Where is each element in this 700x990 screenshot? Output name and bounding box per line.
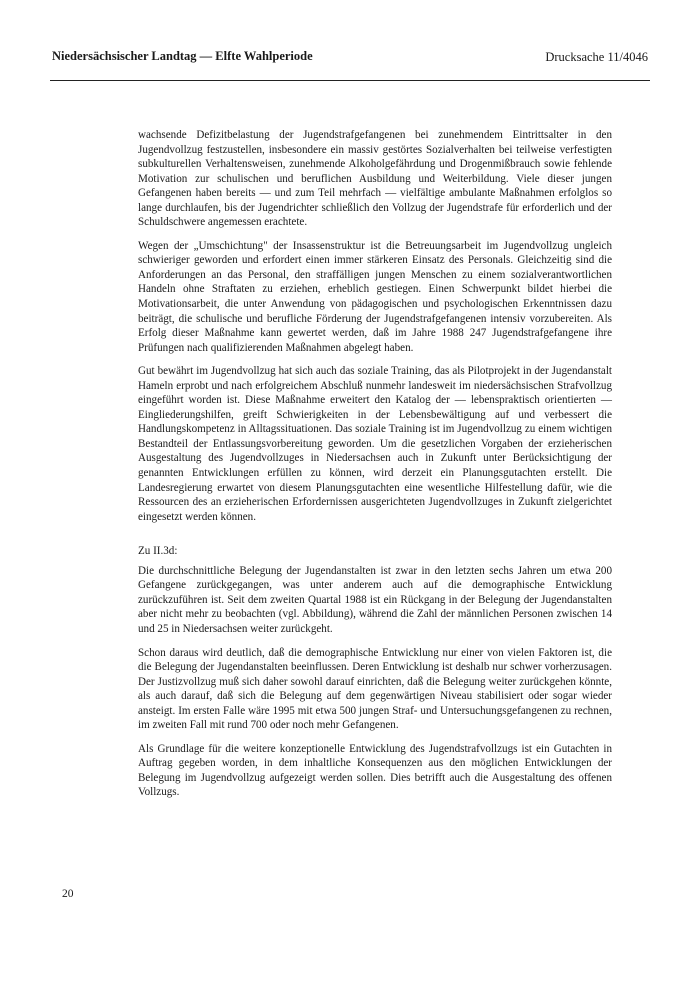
page-number: 20 (62, 888, 74, 900)
paragraph: Die durchschnittliche Belegung der Jugendanstalten ist zwar in den letzten sechs Jahren um etwa 200 Gefangene zurückgegangen, was unter anderem auch auf die demographische Entwicklung zurückzuführen ist. Seit dem zweiten Quartal 1988 ist ein Rückgang in der Belegung der Jugendanstalten aber nicht mehr zu beobachten (vgl. Abbildung), während die Zahl der männlichen Personen zwischen 14 und 25 in Niedersachsen weiter zurückgeht. (138, 564, 612, 635)
document-body (138, 128, 612, 809)
paragraph: wachsende Defizitbelastung der Jugendstrafgefangenen bei zunehmendem Eintrittsalter in den Jugendvollzug festzustellen, insbesondere ein massiv gestörtes Sozialverhalten bei teilweise verfestigten subkulturellen Verhaltensweisen, zunehmende Alkoholgefährdung und Drogenmißbrauch sowie fehlende Motivation zur schulischen und beruflichen Ausbildung und Weiterbildung. Viele dieser jungen Gefangenen haben bereits — und zum Teil mehrfach — vielfältige ambulante Maßnahmen erfolglos so lange durchlaufen, bis der Jugendrichter schließlich den Vollzug der Jugendstrafe für erforderlich und der Schuldschwere angemessen erachtete. (138, 129, 612, 229)
running-header-title: Niedersächsischer Landtag — Elfte Wahlperiode (52, 49, 313, 63)
paragraph: Wegen der „Umschichtung" der Insassenstruktur ist die Betreuungsarbeit im Jugendvollzug ungleich schwieriger geworden und erfordert einen immer stärkeren Einsatz des Personals. Gleichzeitig sind die Anforderungen an das Personal, den straffälligen jungen Menschen zu einem sozialverantwortlichen Handeln ohne Straftaten zu erziehen, erheblich gestiegen. Einen Schwerpunkt bildet hierbei die Motivationsarbeit, die unter Anwendung von pädagogischen und psychologischen Erkenntnissen dazu beiträgt, die schulische und berufliche Förderung der Jugendstrafgefangenen intensiv vorzubereiten. Als Erfolg dieser Maßnahme kann gewertet werden, daß im Jahre 1988 247 Jugendstrafgefangene ihre Prüfungen nach qualifizierenden Maßnahmen abgelegt haben. (138, 239, 612, 354)
header-rule (50, 80, 650, 81)
paragraph: Als Grundlage für die weitere konzeptionelle Entwicklung des Jugendstrafvollzugs ist ein Gutachten in Auftrag gegeben worden, in dem inhaltliche Konsequenzen aus den möglichen Entwicklungen der Belegung im Jugendvollzug aufgezeigt werden sollen. Dies betrifft auch die Ausgestaltung des offenen Vollzugs. (138, 742, 612, 799)
paragraph: Schon daraus wird deutlich, daß die demographische Entwicklung nur einer von vielen Faktoren ist, die die Belegung der Jugendanstalten beeinflussen. Deren Entwicklung ist deshalb nur schwer vorherzusagen. Der Justizvollzug muß sich daher sowohl darauf einrichten, daß die Belegung weiter zurückgehen könnte, als auch darauf, daß sich die Belegung auf dem gegenwärtigen Niveau stabilisiert oder sogar wieder ansteigt. Im ersten Falle wäre 1995 mit etwa 500 jungen Straf- und Untersuchungsgefangenen zu rechnen, im zweiten Fall mit rund 700 oder noch mehr Gefangenen. (138, 646, 612, 732)
section-heading: Zu II.3d: (138, 545, 178, 558)
document-number: Drucksache 11/4046 (545, 50, 648, 64)
paragraph: Gut bewährt im Jugendvollzug hat sich auch das soziale Training, das als Pilotprojekt in der Jugendanstalt Hameln erprobt und nach erfolgreichem Abschluß nunmehr landesweit im niedersächsischen Strafvollzug eingeführt worden ist. Diese Maßnahme erweitert den Katalog der — lebenspraktisch orientierten — Eingliederungshilfen, greift Schwierigkeiten in der Lebensbewältigung auf und verbessert die Handlungskompetenz in Alltagssituationen. Das soziale Training ist im Jugendvollzug zu einem wichtigen Bestandteil der Entlassungsvorbereitung geworden. Um die gesetzlichen Vorgaben der erzieherischen Ausgestaltung des Jugendvollzuges in Niedersachsen auch in Zukunft unter Berücksichtigung der genannten Entwicklungen erfüllen zu können, wird derzeit ein Planungsgutachten erstellt. Die Landesregierung erwartet von diesem Planungsgutachten eine wesentliche Hilfestellung dafür, wie die Ressourcen des an erzieherischen Erfordernissen ausgerichteten Jugendvollzuges in Zukunft zielgerichtet eingesetzt werden können. (138, 365, 612, 523)
